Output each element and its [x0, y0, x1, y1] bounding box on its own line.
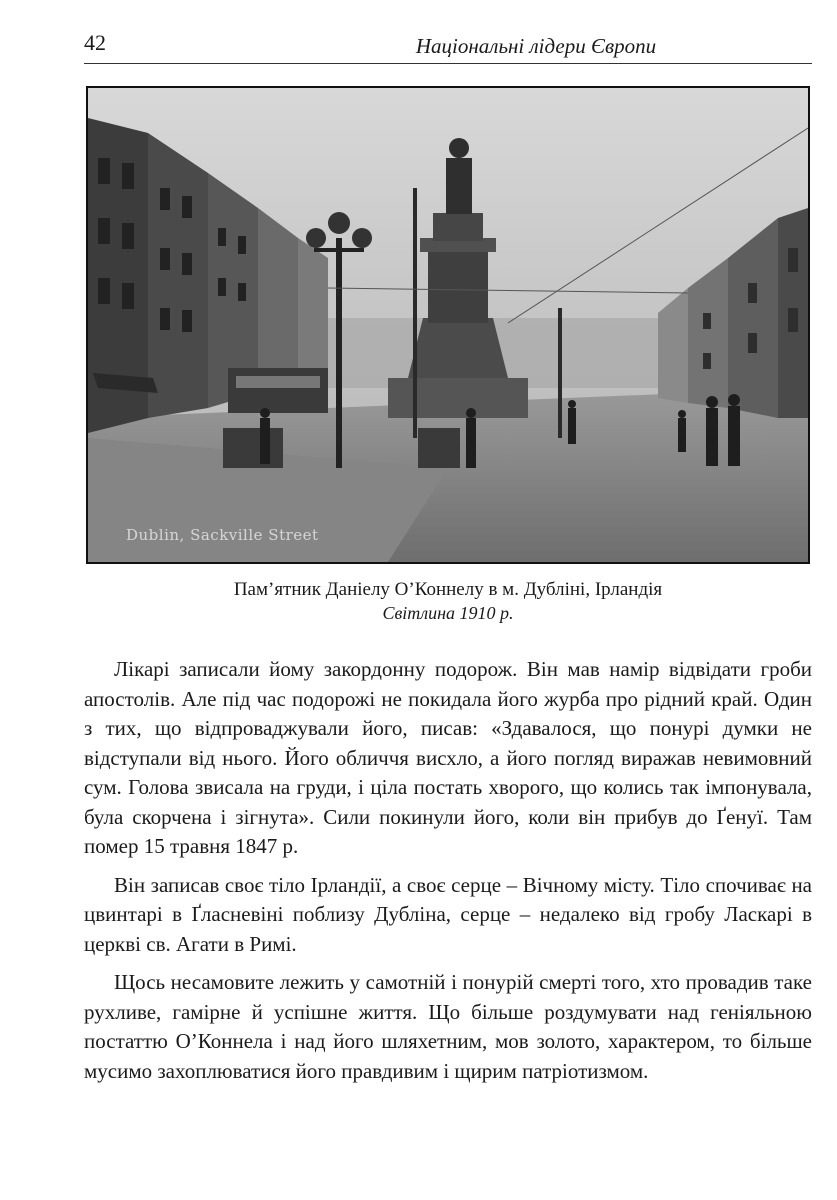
figure-caption-date: Світлина 1910 р. [382, 603, 514, 623]
figure-caption: Пам’ятник Даніелу О’Коннелу в м. Дубліні, Ірландія [233, 579, 663, 600]
street-scene-illustration [88, 88, 808, 562]
body-text [84, 655, 812, 1095]
historic-photo [86, 86, 810, 564]
running-title: Національні лідери Європи [415, 34, 657, 58]
paragraph: Він записав своє тіло Ірландії, а своє серце – Вічному місту. Тіло спочиває на цвинтарі в Ґласневіні поблизу Дубліна, серце – недалеко від гробу Ласкарі в церкві св. Агати в Римі. [84, 872, 812, 956]
header-rule [84, 63, 812, 64]
paragraph: Лікарі записали йому закордонну подорож. Він мав намір відвідати гроби апостолів. Але під час подорожі не покидала його журба про рідний край. Один з тих, що відпроваджували його, писав: «Здавалося, що понурі думки не відступали від нього. Його обличчя висхло, а його погляд виражав невимовний сум. Голова звисала на груди, і ціла постать хворого, що колись так імпонувала, була скорчена і зігнута». Сили покинули його, коли він прибув до Ґенуї. Там помер 15 травня 1847 р. [84, 657, 812, 858]
paragraph: Щось несамовите лежить у самотній і понурій смерті того, хто провадив таке рухливе, гамірне й успішне життя. Що більше роздумувати над геніяльною постаттю О’Коннела і над його шляхетним, мов золото, характером, то більше мусимо захоплюватися його правдивим і щирим патріотизмом. [84, 970, 812, 1083]
page-number: 42 [84, 30, 106, 55]
photo-inscription: Dublin, Sackville Street [126, 526, 319, 544]
